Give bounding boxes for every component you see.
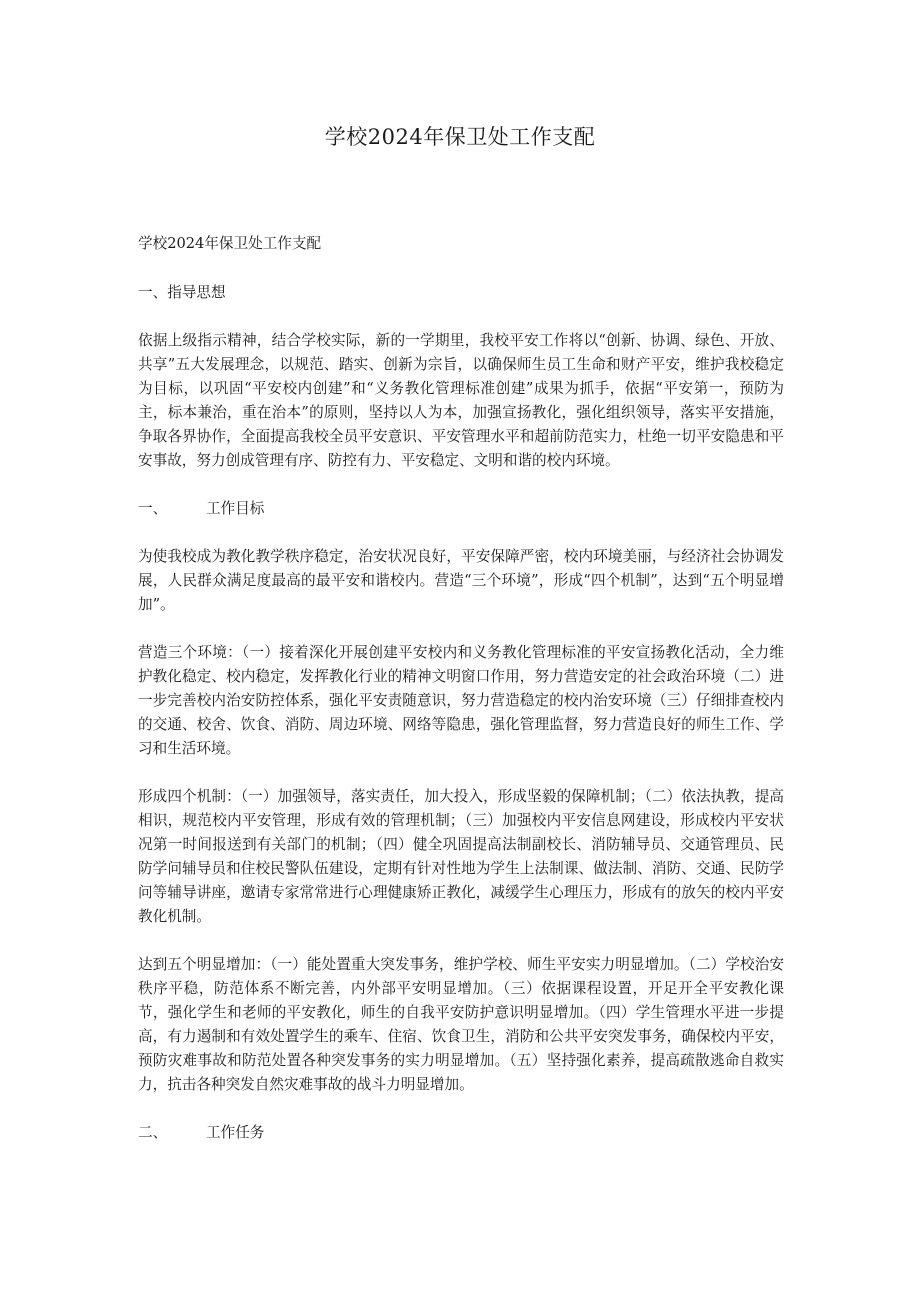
section-heading-text: 工作任务 [206,1124,265,1141]
document-body [138,232,784,1169]
section-heading-tasks [138,1121,784,1145]
paragraph-four-mechanisms: 形成四个机制：（一）加强领导，落实责任，加大投入，形成坚毅的保障机制；（二）依法执教，提高相识，规范校内平安管理，形成有效的管理机制；（三）加强校内平安信息网建设，形成校内平安状况第一时间报送到有关部门的机制；（四）健全巩固提高法制副校长、消防辅导员、交通管理员、民防学问辅导员和住校民警队伍建设，定期有针对性地为学生上法制课、做法制、消防、交通、民防学问等辅导讲座，邀请专家常常进行心理健康矫正教化，减缓学生心理压力，形成有的放矢的校内平安教化机制。 [138,788,784,925]
section-heading-goals [138,497,784,521]
section-heading-text: 工作目标 [206,500,265,517]
document-subtitle: 学校2024年保卫处工作支配 [138,235,322,252]
paragraph-five-increases: 达到五个明显增加：（一）能处置重大突发事务，维护学校、师生平安实力明显增加。（二）学校治安秩序平稳，防范体系不断完善，内外部平安明显增加。（三）依据课程设置，开足开全平安教化课节，强化学生和老师的平安教化，师生的自我平安防护意识明显增加。（四）学生管理水平进一步提高，有力遏制和有效处置学生的乘车、住宿、饮食卫生，消防和公共平安突发事务，确保校内平安，预防灾难事故和防范处置各种突发事务的实力明显增加。（五）坚持强化素养，提高疏散逃命自救实力，抗击各种突发自然灾难事故的战斗力明显增加。 [138,956,784,1093]
section-number: 二、 [138,1124,168,1141]
paragraph-guiding: 依据上级指示精神，结合学校实际，新的一学期里，我校平安工作将以“创新、协调、绿色、开放、共享”五大发展理念，以规范、踏实、创新为宗旨，以确保师生员工生命和财产平安，维护我校稳定为目标，以巩固“平安校内创建”和“义务教化管理标准创建”成果为抓手，依据“平安第一，预防为主，标本兼治，重在治本”的原则，坚持以人为本，加强宣扬教化，强化组织领导，落实平安措施，争取各界协作，全面提高我校全员平安意识、平安管理水平和超前防范实力，杜绝一切平安隐患和平安事故，努力创成管理有序、防控有力、平安稳定、文明和谐的校内环境。 [138,332,784,469]
paragraph-three-environments: 营造三个环境：（一）接着深化开展创建平安校内和义务教化管理标准的平安宣扬教化活动，全力维护教化稳定、校内稳定，发挥教化行业的精神文明窗口作用，努力营造安定的社会政治环境（二）进一步完善校内治安防控体系，强化平安责随意识，努力营造稳定的校内治安环境（三）仔细排查校内的交通、校舍、饮食、消防、周边环境、网络等隐患，强化管理监督，努力营造良好的师生工作、学习和生活环境。 [138,644,784,757]
paragraph-goals-intro: 为使我校成为教化教学秩序稳定，治安状况良好，平安保障严密，校内环境美丽，与经济社会协调发展，人民群众满足度最高的最平安和谐校内。营造“三个环境”，形成“四个机制”，达到“五个明显增加”。 [138,548,784,613]
section-number: 一、 [138,500,168,517]
document-title: 学校2024年保卫处工作支配 [324,125,596,149]
section-heading-guiding: 一、指导思想 [138,284,226,301]
